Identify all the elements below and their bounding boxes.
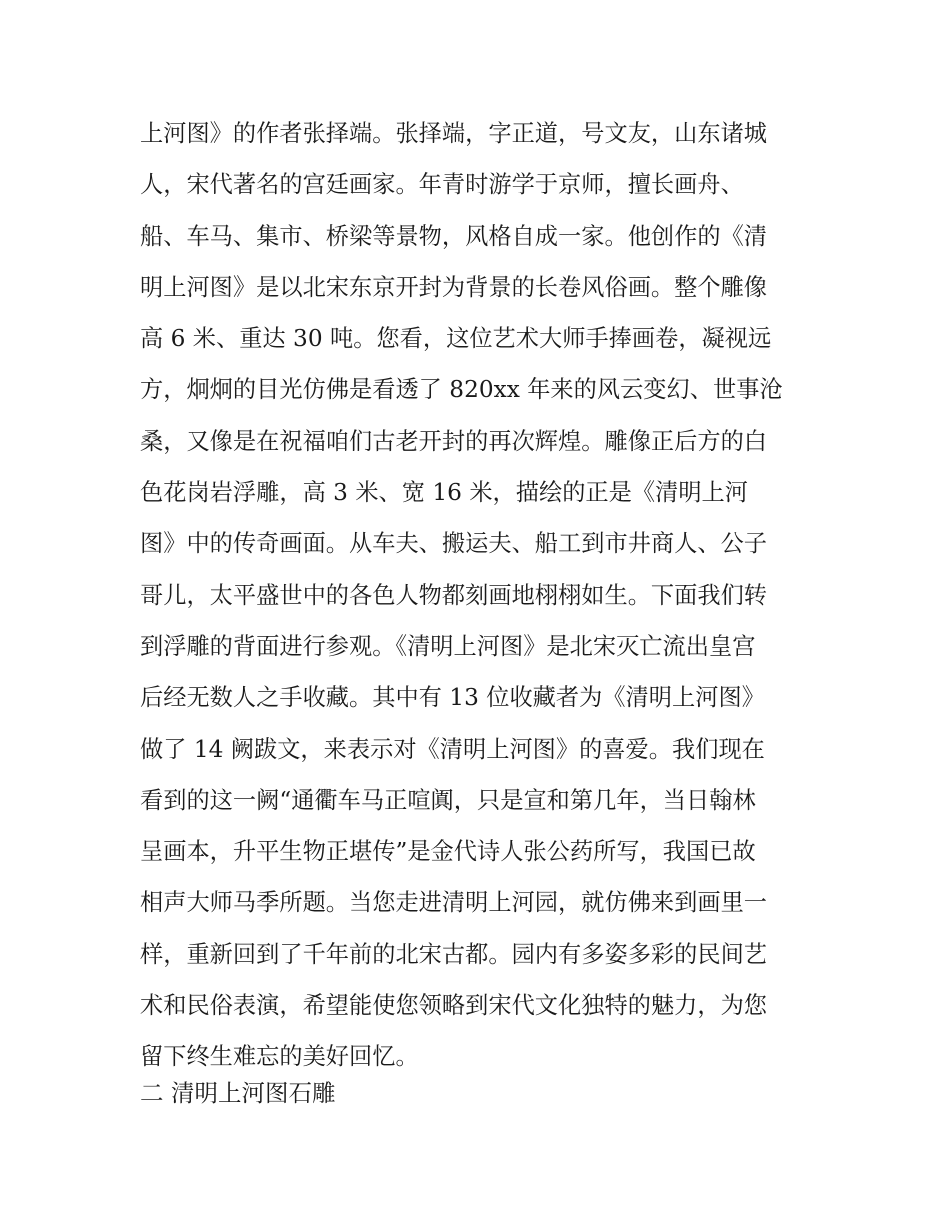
paragraph-line: 色花岗岩浮雕，高 3 米、宽 16 米，描绘的正是《清明上河 xyxy=(140,478,748,507)
paragraph-line: 样，重新回到了千年前的北宋古都。园内有多姿多彩的民间艺 xyxy=(140,939,768,968)
paragraph-line: 术和民俗表演，希望能使您领略到宋代文化独特的魅力，为您 xyxy=(140,991,768,1020)
paragraph-line: 后经无数人之手收藏。其中有 13 位收藏者为《清明上河图》 xyxy=(140,683,765,712)
paragraph-line: 哥儿，太平盛世中的各色人物都刻画地栩栩如生。下面我们转 xyxy=(140,580,768,609)
paragraph-line: 船、车马、集市、桥梁等景物，风格自成一家。他创作的《清 xyxy=(140,221,768,250)
paragraph-line: 图》中的传奇画面。从车夫、搬运夫、船工到市井商人、公子 xyxy=(140,529,768,558)
paragraph-line: 到浮雕的背面进行参观。《清明上河图》是北宋灭亡流出皇宫 xyxy=(140,631,756,660)
paragraph-line: 人，宋代著名的宫廷画家。年青时游学于京师，擅长画舟、 xyxy=(140,170,744,199)
paragraph-line: 看到的这一阙“通衢车马正喧阗，只是宣和第几年，当日翰林 xyxy=(140,785,756,814)
paragraph-line: 桑，又像是在祝福咱们古老开封的再次辉煌。雕像正后方的白 xyxy=(140,426,768,455)
body-paragraph xyxy=(140,108,820,1083)
paragraph-line: 明上河图》是以北宋东京开封为背景的长卷风俗画。整个雕像 xyxy=(140,272,768,301)
paragraph-line: 方，炯炯的目光仿佛是看透了 820xx 年来的风云变幻、世事沧 xyxy=(140,375,783,404)
paragraph-line: 上河图》的作者张择端。张择端，字正道，号文友，山东诸城 xyxy=(140,119,768,147)
paragraph-line: 高 6 米、重达 30 吨。您看，这位艺术大师手捧画卷，凝视远 xyxy=(140,324,772,353)
paragraph-line: 做了 14 阙跋文，来表示对《清明上河图》的喜爱。我们现在 xyxy=(140,734,765,763)
paragraph-line: 留下终生难忘的美好回忆。 xyxy=(140,1042,419,1071)
paragraph-line: 呈画本，升平生物正堪传”是金代诗人张公药所写，我国已故 xyxy=(140,837,756,866)
section-heading: 二 清明上河图石雕 xyxy=(140,1079,336,1107)
paragraph-line: 相声大师马季所题。当您走进清明上河园，就仿佛来到画里一 xyxy=(140,888,768,917)
